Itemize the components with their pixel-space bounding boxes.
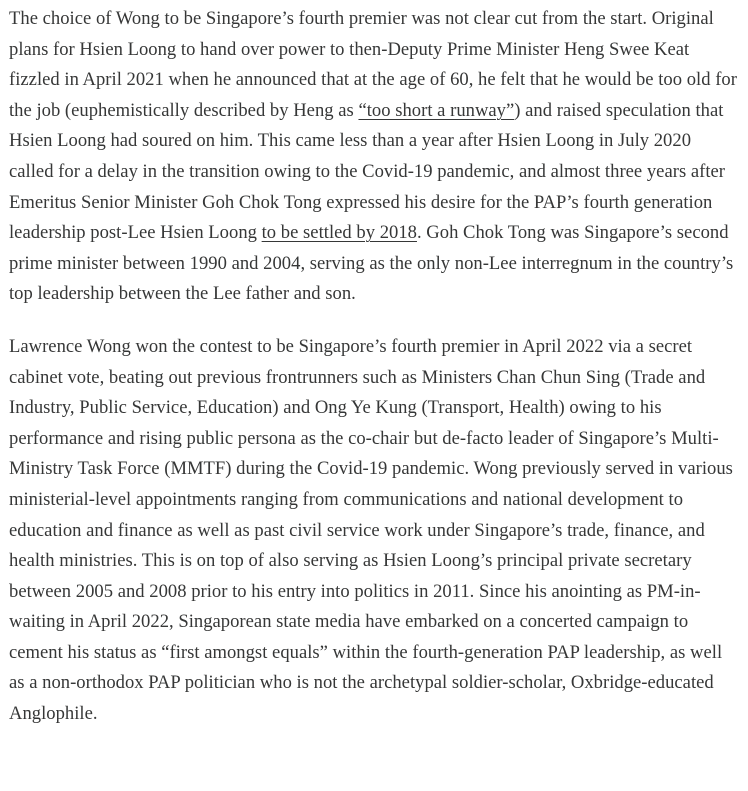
paragraph-1 <box>9 4 738 310</box>
too-short-a-runway-link[interactable]: “too short a runway” <box>358 99 515 121</box>
paragraph-2 <box>9 332 738 730</box>
paragraph-1-text-2: ) and raised speculation that Hsien Loong had soured on him. This came less than a year after Hsien Loong in July 2020 called for a delay in the transition owing to the Covid-19 pandemic, and almost three years after Emeritus Senior Minister Goh Chok Tong expressed his desire for the PAP’s fourth generation leadership post-Lee Hsien Loong <box>9 99 726 244</box>
paragraph-1-text-1: The choice of Wong to be Singapore’s fourth premier was not clear cut from the start. Original plans for Hsien Loong to hand over power to then-Deputy Prime Minister Heng Swee Keat fizzled in April 2021 when he announced that at the age of 60, he felt that he would be too old for the job (euphemistically described by Heng as <box>9 8 737 121</box>
paragraph-1-text-3: . Goh Chok Tong was Singapore’s second prime minister between 1990 and 2004, serving as the only non-Lee interregnum in the country’s top leadership between the Lee father and son. <box>9 222 734 305</box>
paragraph-2-text-1: Lawrence Wong won the contest to be Singapore’s fourth premier in April 2022 via a secret cabinet vote, beating out previous frontrunners such as Ministers Chan Chun Sing (Trade and Industry, Public Service, Education) and Ong Ye Kung (Transport, Health) owing to his performance and rising public persona as the co-chair but de-facto leader of Singapore’s Multi-Ministry Task Force (MMTF) during the Covid-19 pandemic. Wong previously served in various ministerial-level appointments ranging from communications and national development to education and finance as well as past civil service work under Singapore’s trade, finance, and health ministries. This is on top of also serving as Hsien Loong’s principal private secretary between 2005 and 2008 prior to his entry into politics in 2011. Since his anointing as PM-in-waiting in April 2022, Singaporean state media have embarked on a concerted campaign to cement his status as “first amongst equals” within the fourth-generation PAP leadership, as well as a non-orthodox PAP politician who is not the archetypal soldier-scholar, Oxbridge-educated Anglophile. <box>9 335 733 725</box>
settled-by-2018-link[interactable]: to be settled by 2018 <box>261 222 417 244</box>
